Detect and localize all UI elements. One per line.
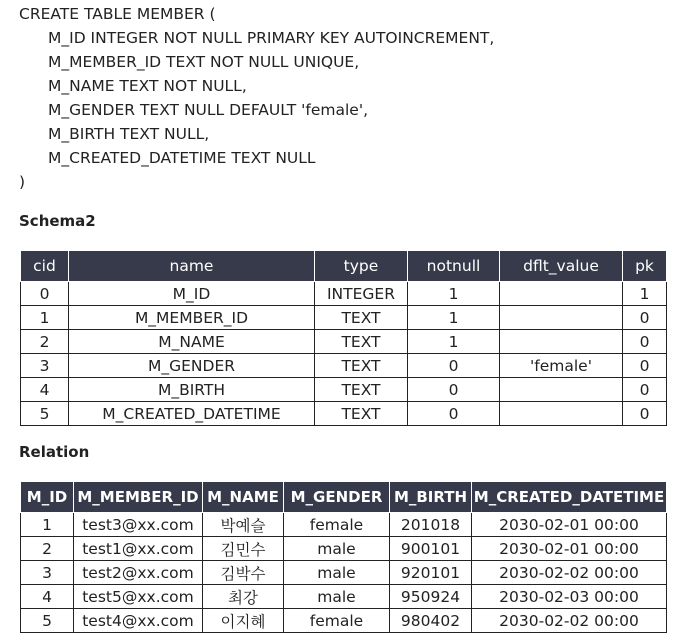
table-cell: 1 [21,513,74,537]
table-cell: INTEGER [315,282,408,306]
table-row [21,561,667,585]
schema-table [20,250,667,426]
table-cell: 0 [623,306,667,330]
ddl-line: ) [19,173,26,191]
column-header: pk [623,251,667,282]
table-row [21,585,667,609]
table-cell: test5@xx.com [74,585,203,609]
table-cell: 3 [21,354,69,378]
table-cell: M_BIRTH [69,378,315,402]
ddl-line: M_NAME TEXT NOT NULL, [48,77,247,95]
ddl-line: M_ID INTEGER NOT NULL PRIMARY KEY AUTOINCREMENT, [48,29,495,47]
table-cell: M_GENDER [69,354,315,378]
column-header: M_ID [21,482,74,513]
table-cell: 0 [623,330,667,354]
schema-heading: Schema2 [19,212,96,230]
table-cell: 2 [21,537,74,561]
relation-table [20,481,667,633]
table-cell: TEXT [315,330,408,354]
table-cell: female [284,513,390,537]
table-cell [500,282,623,306]
table-row [21,378,667,402]
table-cell: test2@xx.com [74,561,203,585]
table-cell: 0 [623,354,667,378]
table-row [21,306,667,330]
table-cell: 1 [408,306,500,330]
column-header: M_BIRTH [390,482,472,513]
table-cell: 1 [21,306,69,330]
column-header: cid [21,251,69,282]
table-row [21,513,667,537]
table-cell: 5 [21,402,69,426]
table-cell: TEXT [315,402,408,426]
table-cell: M_ID [69,282,315,306]
table-row [21,330,667,354]
ddl-line: M_MEMBER_ID TEXT NOT NULL UNIQUE, [48,53,360,71]
ddl-line: M_BIRTH TEXT NULL, [48,125,210,143]
table-row [21,537,667,561]
table-cell [500,306,623,330]
table-cell: female [284,609,390,633]
table-cell: 1 [408,330,500,354]
table-cell: 2030-02-03 00:00 [472,585,667,609]
table-cell: 900101 [390,537,472,561]
table-cell: 김민수 [203,537,284,561]
table-cell: M_MEMBER_ID [69,306,315,330]
table-cell: 김박수 [203,561,284,585]
column-header: M_NAME [203,482,284,513]
table-row [21,402,667,426]
column-header: M_MEMBER_ID [74,482,203,513]
ddl-line: CREATE TABLE MEMBER ( [19,5,216,23]
table-cell: 2030-02-02 00:00 [472,561,667,585]
table-cell [500,402,623,426]
column-header: type [315,251,408,282]
column-header: M_CREATED_DATETIME [472,482,667,513]
table-cell: TEXT [315,306,408,330]
table-cell: test3@xx.com [74,513,203,537]
table-cell: TEXT [315,354,408,378]
create-table-statement [19,2,494,194]
table-row [21,609,667,633]
table-cell: test4@xx.com [74,609,203,633]
table-cell: 0 [408,378,500,402]
table-cell [500,330,623,354]
table-cell: 5 [21,609,74,633]
table-cell: 4 [21,378,69,402]
table-cell: male [284,537,390,561]
table-row [21,282,667,306]
table-cell: 1 [408,282,500,306]
table-cell: 980402 [390,609,472,633]
table-cell: 2 [21,330,69,354]
schema-header-row [21,251,667,282]
table-cell: TEXT [315,378,408,402]
table-cell: 최강 [203,585,284,609]
ddl-line: M_GENDER TEXT NULL DEFAULT 'female', [48,101,369,119]
table-cell: 0 [21,282,69,306]
table-cell: 4 [21,585,74,609]
table-cell: M_CREATED_DATETIME [69,402,315,426]
table-cell: 0 [623,378,667,402]
table-cell: 박예슬 [203,513,284,537]
column-header: name [69,251,315,282]
table-row [21,354,667,378]
ddl-line: M_CREATED_DATETIME TEXT NULL [48,149,316,167]
relation-header-row [21,482,667,513]
column-header: dflt_value [500,251,623,282]
table-cell: 0 [408,354,500,378]
table-cell: 이지혜 [203,609,284,633]
table-cell: 201018 [390,513,472,537]
table-cell: 0 [408,402,500,426]
column-header: notnull [408,251,500,282]
table-cell [500,378,623,402]
table-cell: male [284,585,390,609]
table-cell: 'female' [500,354,623,378]
table-cell: 2030-02-01 00:00 [472,537,667,561]
relation-heading: Relation [19,443,90,461]
table-cell: 920101 [390,561,472,585]
column-header: M_GENDER [284,482,390,513]
table-cell: 2030-02-02 00:00 [472,609,667,633]
table-cell: male [284,561,390,585]
table-cell: 1 [623,282,667,306]
table-cell: M_NAME [69,330,315,354]
table-cell: test1@xx.com [74,537,203,561]
table-cell: 950924 [390,585,472,609]
table-cell: 0 [623,402,667,426]
table-cell: 3 [21,561,74,585]
table-cell: 2030-02-01 00:00 [472,513,667,537]
